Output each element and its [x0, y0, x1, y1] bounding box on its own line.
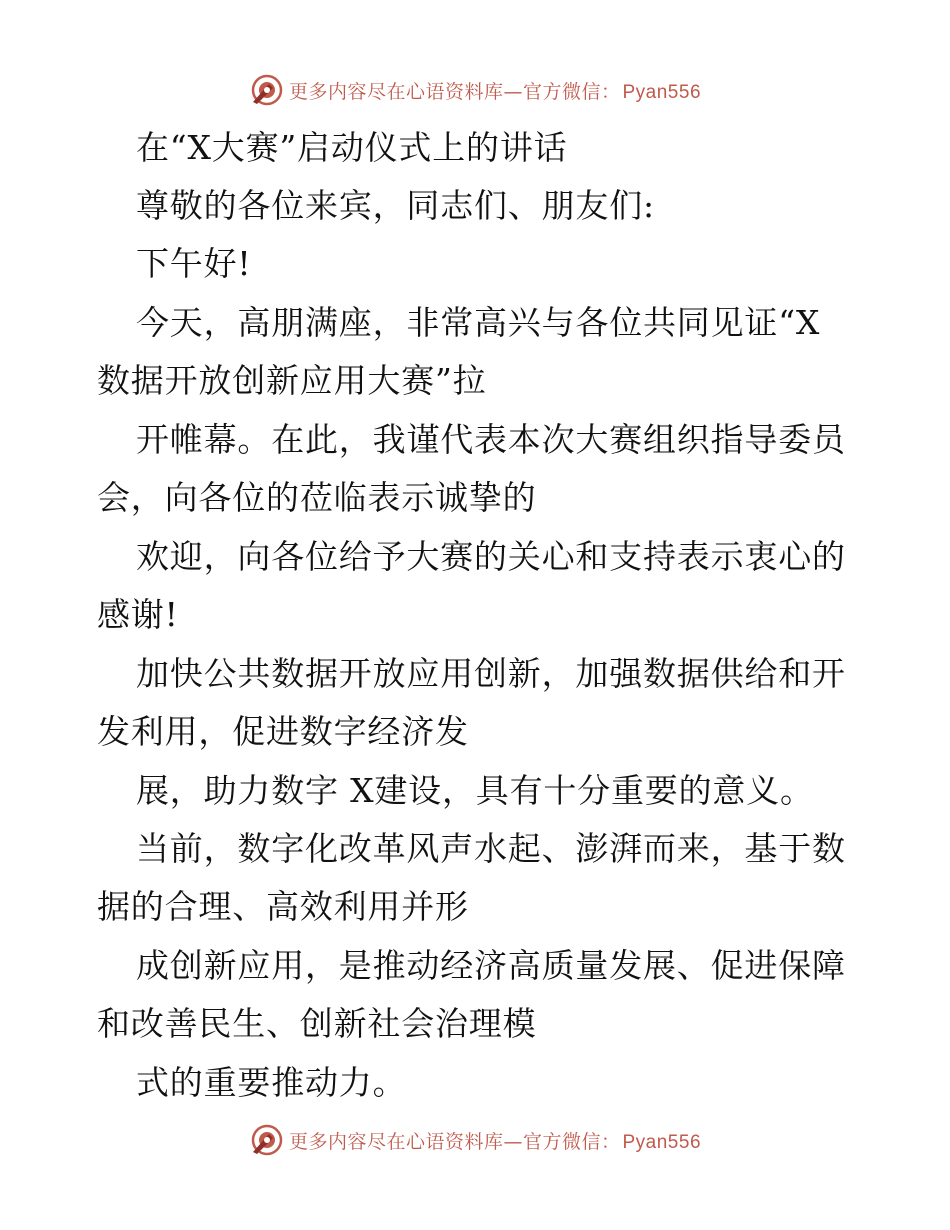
paragraph-line: 展，助力数字 X建设，具有十分重要的意义。 — [136, 771, 814, 810]
watermark-text: 更多内容尽在心语资料库—官方微信： Pyan556 — [288, 1130, 702, 1153]
salutation: 下午好! — [136, 244, 252, 283]
document-title: 在“X大赛”启动仪式上的讲话 — [136, 128, 568, 167]
greeting: 尊敬的各位来宾，同志们、朋友们: — [136, 186, 655, 225]
watermark-banner-bottom — [0, 1120, 950, 1160]
paragraph-line: 会，向各位的莅临表示诚挚的 — [97, 478, 537, 517]
paragraph-line: 当前，数字化改革风声水起、澎湃而来，基于数 — [136, 829, 846, 868]
watermark-text: 更多内容尽在心语资料库—官方微信： Pyan556 — [288, 80, 702, 103]
paragraph-line: 据的合理、高效利用并形 — [97, 887, 469, 926]
wechat-id: Pyan556 — [622, 1131, 702, 1153]
wechat-id: Pyan556 — [622, 81, 702, 103]
paragraph-line: 数据开放创新应用大赛”拉 — [97, 361, 487, 400]
pen-nib-logo-icon — [249, 1122, 285, 1158]
watermark-banner-top — [0, 70, 950, 110]
paragraph-line: 加快公共数据开放应用创新，加强数据供给和开 — [136, 654, 846, 693]
paragraph-line: 和改善民生、创新社会治理模 — [97, 1004, 537, 1043]
paragraph-line: 欢迎，向各位给予大赛的关心和支持表示衷心的 — [136, 537, 846, 576]
paragraph-line: 今天，高朋满座，非常高兴与各位共同见证“X — [136, 303, 821, 342]
paragraph-line: 成创新应用，是推动经济高质量发展、促进保障 — [136, 946, 846, 985]
paragraph-line: 感谢! — [97, 595, 179, 634]
paragraph-line: 开帷幕。在此，我谨代表本次大赛组织指导委员 — [136, 420, 846, 459]
pen-nib-logo-icon — [249, 72, 285, 108]
paragraph-line: 式的重要推动力。 — [136, 1063, 407, 1102]
paragraph-line: 发利用，促进数字经济发 — [97, 712, 469, 751]
